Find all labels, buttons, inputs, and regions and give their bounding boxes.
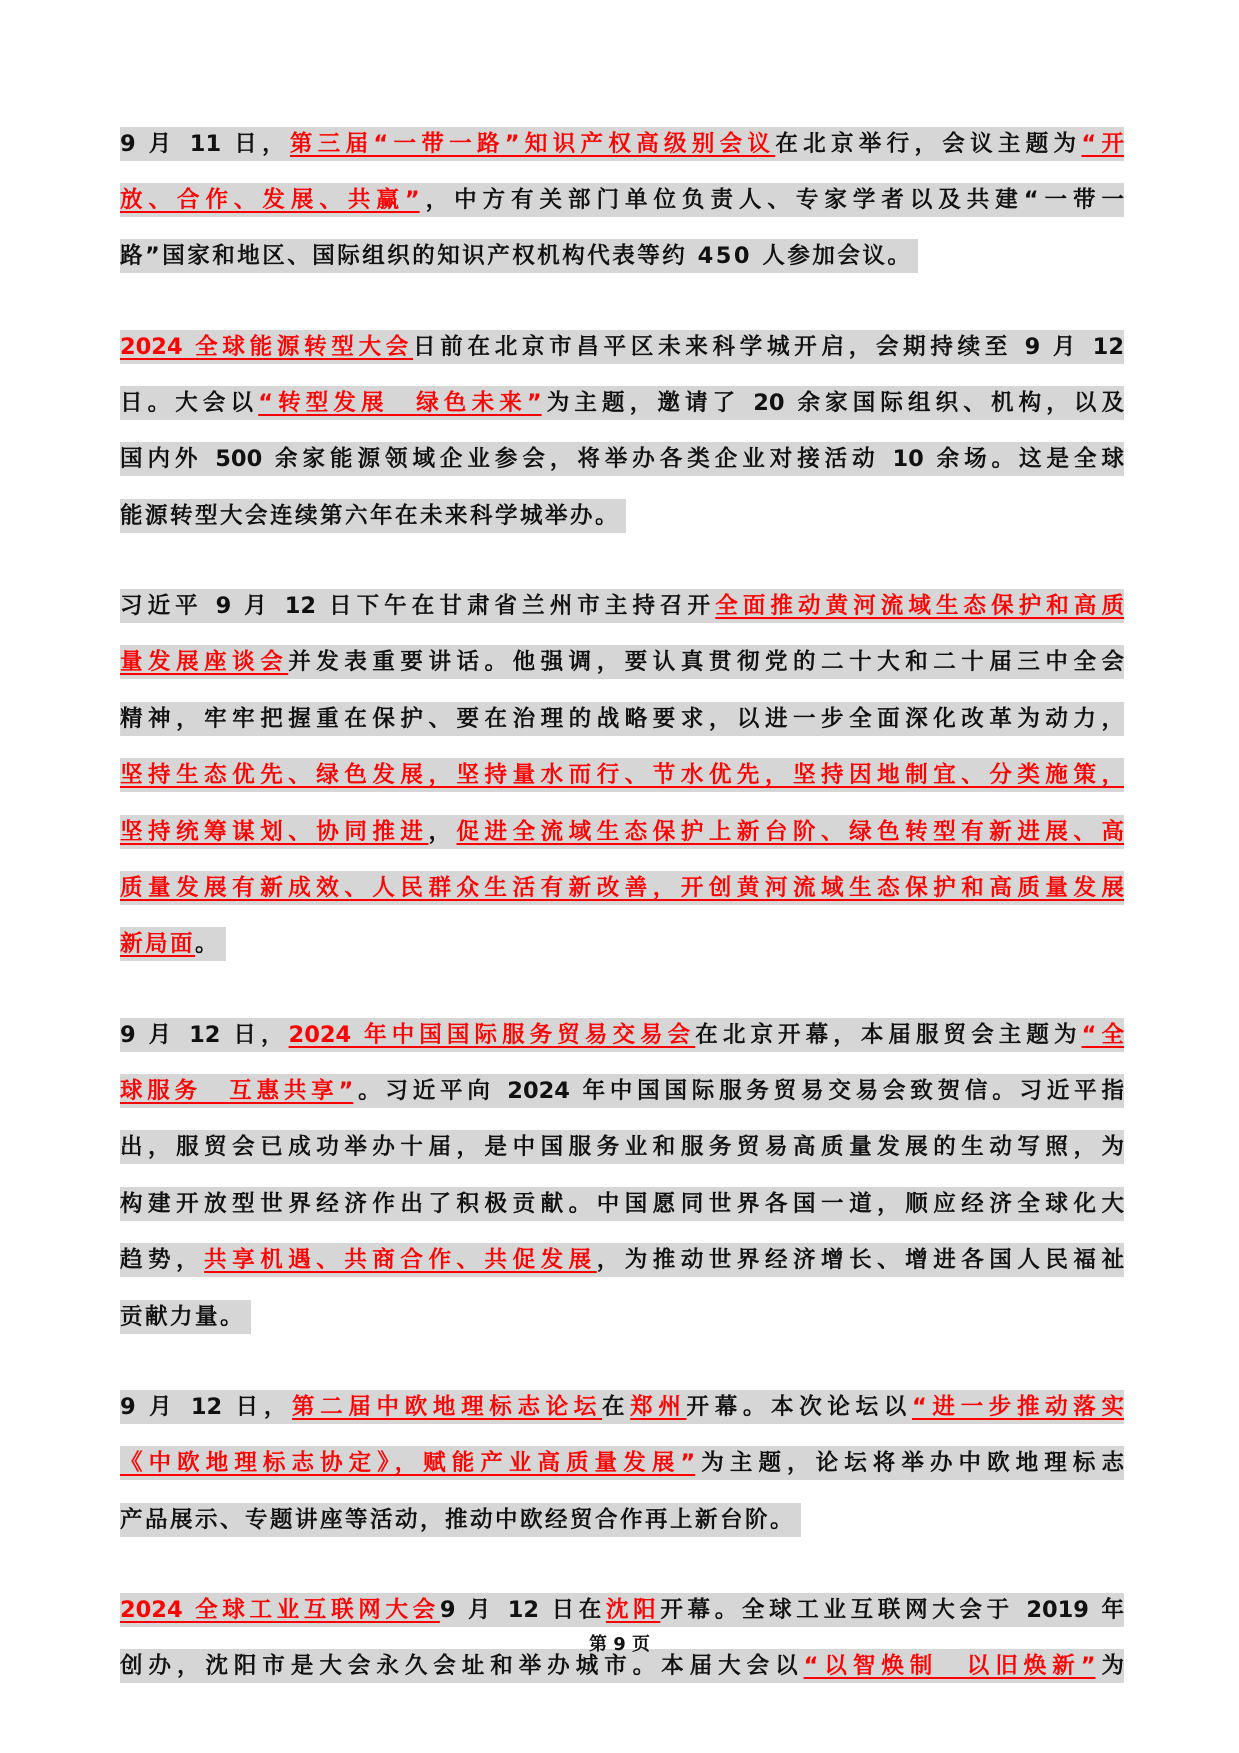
text-line — [120, 1074, 1124, 1123]
highlighted-line — [120, 183, 1124, 217]
text-segment: 在 — [601, 1393, 631, 1420]
highlighted-keyword: 2024 年中国国际服务贸易交易会 — [288, 1021, 696, 1048]
highlighted-keyword: 量发展座谈会 — [120, 649, 289, 676]
text-segment: 。 — [195, 931, 221, 958]
text-segment: 。习近平向 2024 年中国国际服务贸易交易会致贺信。习近平指 — [353, 1078, 1124, 1105]
highlighted-line — [120, 758, 1124, 792]
highlighted-line — [120, 1074, 1124, 1108]
highlighted-line — [120, 127, 1124, 161]
highlighted-line — [120, 330, 1124, 364]
highlighted-line — [120, 442, 1124, 476]
highlighted-line — [120, 815, 1124, 849]
text-line — [120, 386, 1124, 435]
highlighted-line — [120, 1593, 1124, 1627]
highlighted-line — [120, 1130, 1124, 1164]
highlighted-line — [120, 1446, 1124, 1480]
text-segment: 为 — [1095, 1653, 1124, 1680]
highlighted-keyword: 全面推动黄河流域生态保护和高质 — [715, 593, 1124, 620]
highlighted-line — [120, 871, 1124, 905]
text-segment: 习近平 9 月 12 日下午在甘肃省兰州市主持召开 — [120, 593, 716, 620]
text-line — [120, 330, 1124, 379]
text-segment: 国内外 500 余家能源领域企业参会，将举办各类企业对接活动 10 余场。这是全球 — [120, 446, 1124, 473]
highlighted-keyword: “以智焕制 以旧焕新” — [803, 1653, 1096, 1680]
text-line — [120, 1243, 1124, 1292]
news-paragraph — [120, 589, 1124, 969]
text-segment: 9 月 11 日， — [120, 130, 290, 157]
text-segment: 构建开放型世界经济作出了积极贡献。中国愿同世界各国一道，顺应经济全球化大 — [120, 1190, 1124, 1217]
text-line — [120, 815, 1124, 864]
text-segment: 路”国家和地区、国际组织的知识产权机构代表等约 450 人参加会议。 — [120, 243, 913, 270]
text-segment: 开幕。本次论坛以 — [686, 1393, 912, 1420]
text-line — [120, 1292, 1124, 1341]
highlighted-keyword: “全 — [1081, 1021, 1124, 1048]
highlighted-keyword: 2024 全球能源转型大会 — [120, 333, 414, 360]
highlighted-line — [120, 702, 1124, 736]
highlighted-keyword: “开 — [1081, 130, 1124, 157]
highlighted-line — [120, 1503, 801, 1537]
highlighted-keyword: “进一步推动落实 — [911, 1393, 1124, 1420]
text-segment: 日。大会以 — [120, 389, 259, 416]
highlighted-keyword: 坚持统筹谋划、协同推进 — [120, 818, 429, 845]
text-segment: 趋势， — [120, 1247, 205, 1274]
text-segment: 为主题，邀请了 20 余家国际组织、机构，以及 — [541, 389, 1124, 416]
text-line — [120, 183, 1124, 232]
text-line — [120, 920, 1124, 969]
highlighted-keyword: 共享机遇、共商合作、共促发展 — [204, 1247, 597, 1274]
text-segment: 能源转型大会连续第六年在未来科学城举办。 — [120, 502, 621, 529]
text-segment: 9 月 12 日， — [120, 1393, 293, 1420]
highlighted-keyword: 2024 全球工业互联网大会 — [120, 1596, 440, 1623]
highlighted-keyword: 放、合作、发展、共赢” — [120, 186, 420, 213]
text-segment: 精神，牢牢把握重在保护、要在治理的战略要求，以进一步全面深化改革为动力， — [120, 705, 1124, 732]
text-line — [120, 1446, 1124, 1495]
text-segment: 产品展示、专题讲座等活动，推动中欧经贸合作再上新台阶。 — [120, 1506, 796, 1533]
text-segment: ，为推动世界经济增长、增进各国人民福祉 — [596, 1247, 1124, 1274]
text-line — [120, 1390, 1124, 1439]
text-line — [120, 645, 1124, 694]
text-line — [120, 1649, 1124, 1698]
highlighted-line — [120, 1390, 1124, 1424]
highlighted-keyword: 坚持生态优先、绿色发展，坚持量水而行、节水优先，坚持因地制宜、分类施策， — [120, 762, 1124, 789]
text-line — [120, 1018, 1124, 1067]
highlighted-line — [120, 499, 626, 533]
text-line — [120, 127, 1124, 176]
text-line — [120, 589, 1124, 638]
news-paragraph — [120, 330, 1124, 541]
text-segment: 出，服贸会已成功举办十届，是中国服务业和服务贸易高质量发展的生动写照，为 — [120, 1134, 1124, 1161]
text-segment: 创办，沈阳市是大会永久会址和举办城市。本届大会以 — [120, 1653, 804, 1680]
news-paragraph — [120, 1390, 1124, 1544]
text-line — [120, 1495, 1124, 1544]
text-segment: 在北京举行，会议主题为 — [775, 130, 1082, 157]
text-segment: 开幕。全球工业互联网大会于 2019 年 — [660, 1596, 1124, 1623]
text-segment: 贡献力量。 — [120, 1303, 246, 1330]
highlighted-line — [120, 1018, 1124, 1052]
highlighted-keyword: 《中欧地理标志协定》，赋能产业高质量发展” — [120, 1450, 696, 1477]
highlighted-line — [120, 239, 918, 273]
text-segment: ，中方有关部门单位负责人、专家学者以及共建“一带一 — [419, 186, 1124, 213]
highlighted-keyword: 新局面 — [120, 931, 196, 958]
highlighted-keyword: 质量发展有新成效、人民群众生活有新改善，开创黄河流域生态保护和高质量发展 — [120, 874, 1124, 901]
text-segment: 9 月 12 日在 — [439, 1596, 606, 1623]
document-body — [120, 119, 1124, 1747]
highlighted-line — [120, 927, 226, 961]
highlighted-keyword: 第二届中欧地理标志论坛 — [292, 1393, 602, 1420]
text-segment: 日前在北京市昌平区未来科学城开启，会期持续至 9 月 12 — [413, 333, 1124, 360]
text-line — [120, 758, 1124, 807]
highlighted-line — [120, 645, 1124, 679]
text-segment: 为主题，论坛将举办中欧地理标志 — [695, 1450, 1124, 1477]
text-line — [120, 702, 1124, 751]
highlighted-line — [120, 589, 1124, 623]
highlighted-line — [120, 1187, 1124, 1221]
news-paragraph — [120, 1018, 1124, 1341]
text-line — [120, 1187, 1124, 1236]
text-line — [120, 442, 1124, 491]
highlighted-keyword: 球服务 互惠共享” — [120, 1078, 354, 1105]
text-segment: ， — [428, 818, 457, 845]
text-line — [120, 871, 1124, 920]
page-number: 第 9 页 — [588, 1634, 651, 1655]
highlighted-line — [120, 386, 1124, 420]
text-segment: 在北京开幕，本届服贸会主题为 — [695, 1021, 1082, 1048]
highlighted-line — [120, 1300, 251, 1334]
text-segment: 9 月 12 日， — [120, 1021, 289, 1048]
highlighted-line — [120, 1243, 1124, 1277]
text-line — [120, 232, 1124, 281]
text-line — [120, 491, 1124, 540]
news-paragraph — [120, 127, 1124, 281]
highlighted-keyword: 促进全流域生态保护上新台阶、绿色转型有新进展、高 — [456, 818, 1124, 845]
highlighted-keyword: “转型发展 绿色未来” — [258, 389, 542, 416]
text-segment: 并发表重要讲话。他强调，要认真贯彻党的二十大和二十届三中全会 — [288, 649, 1124, 676]
highlighted-keyword: 郑州 — [630, 1393, 687, 1420]
highlighted-keyword: 沈阳 — [605, 1596, 661, 1623]
text-line — [120, 1130, 1124, 1179]
highlighted-keyword: 第三届“一带一路”知识产权高级别会议 — [289, 130, 776, 157]
